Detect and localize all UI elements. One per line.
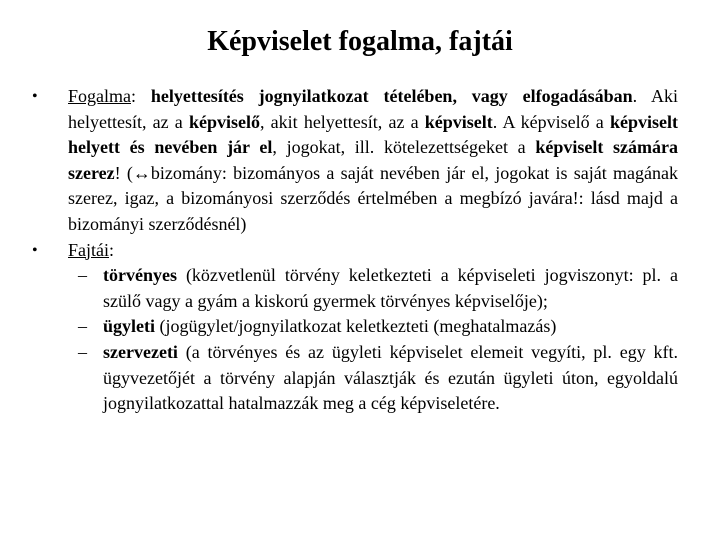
bullet-colon: : <box>131 86 151 106</box>
definition-text-2: , akit helyettesít, az a <box>259 111 425 132</box>
bullet-label-definition: Fogalma <box>68 86 131 106</box>
definition-text-1: . Aki helyettesít, az a <box>68 86 678 132</box>
bullet-definition <box>32 84 679 238</box>
slide-title: Képviselet fogalma, fajtái <box>207 26 513 57</box>
definition-bold-3: képviselt <box>424 111 493 132</box>
definition-bold-5: képviselt számára szerez <box>68 137 679 183</box>
type-text: (jogügylet/jognyilatkozat keletkezteti (meghatalmazás) <box>155 316 557 337</box>
type-term: szervezeti <box>103 341 178 362</box>
type-term: ügyleti <box>103 316 155 337</box>
dash-icon: – <box>78 316 87 337</box>
type-item-transactional <box>78 314 678 340</box>
slide-content <box>32 84 679 417</box>
bullet-colon: : <box>109 239 115 260</box>
dash-icon: – <box>78 265 87 286</box>
definition-bold-2: képviselő <box>188 111 260 132</box>
definition-text-4: , jogokat, ill. kötelezettségeket a <box>272 137 536 158</box>
type-item-statutory <box>78 263 678 314</box>
type-term: törvényes <box>103 265 177 286</box>
types-sublist <box>68 263 678 417</box>
definition-bold-1: helyettesítés jognyilatkozat tételében, vagy elfogadásában <box>150 86 633 106</box>
bullet-label-types: Fajtái <box>68 239 109 260</box>
definition-text-5: ! (↔bizomány: bizományos a saját nevében jár el, jogokat is saját magának szerez, igaz, a bizományosi szerződés értelmében a megbízó javára!: lásd majd a bizományi szerződésnél) <box>68 162 678 234</box>
bullet-dot-icon: • <box>32 241 38 259</box>
bullet-dot-icon: • <box>32 88 38 105</box>
bullet-types <box>32 238 678 264</box>
type-text: (közvetlenül törvény keletkezteti a képviseleti jogviszonyt: pl. a szülő vagy a gyám a kiskorú gyermek törvényes képviselője); <box>103 265 678 311</box>
dash-icon: – <box>78 341 87 362</box>
type-item-organizational <box>78 340 678 417</box>
definition-bold-4: képviselt helyett és nevében jár el <box>68 111 678 158</box>
type-text: (a törvényes és az ügyleti képviselet elemeit vegyíti, pl. egy kft. ügyvezetőjét a törvény alapján választják és ezután ügyleti úton, egyoldalú jognyilatkozattal hatalmazzák meg a cég képviseletére. <box>103 341 678 414</box>
definition-text-3: . A képviselő a <box>492 111 610 132</box>
